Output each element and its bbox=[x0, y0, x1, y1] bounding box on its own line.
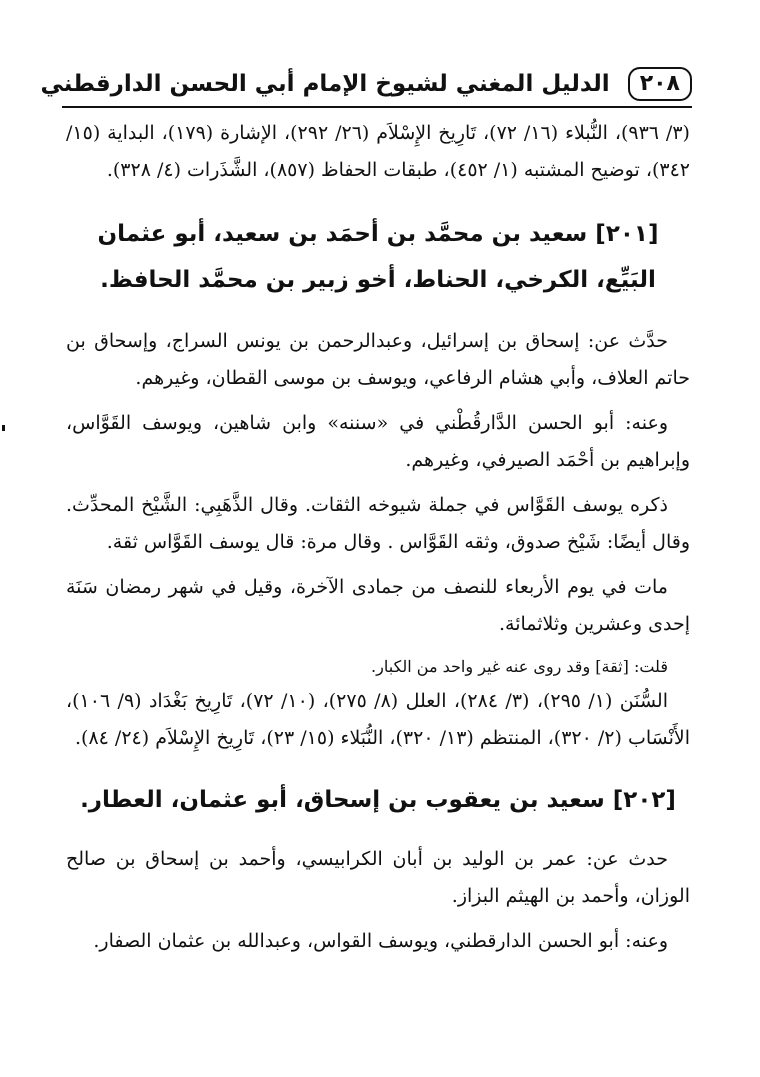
page-content bbox=[66, 115, 690, 968]
entry-202-title: [٢٠٢] سعيد بن يعقوب بن إسحاق، أبو عثمان، العطار. bbox=[80, 787, 676, 813]
entry-202-students: وعنه: أبو الحسن الدارقطني، ويوسف القواس، وعبدالله بن عثمان الصفار. bbox=[93, 930, 668, 952]
entry-201-death: مات في يوم الأربعاء للنصف من جمادى الآخرة، وقيل في شهر رمضان سَنَة إحدى وعشرين وثلاثمائة. bbox=[66, 576, 690, 635]
entry-202-teachers: حدث عن: عمر بن الوليد بن أبان الكرابيسي، وأحمد بن إسحاق بن صالح الوزان، وأحمد بن الهيثم البزاز. bbox=[66, 848, 690, 907]
page-number: ٢٠٨ bbox=[628, 67, 692, 101]
book-title: الدليل المغني لشيوخ الإمام أبي الحسن الدارقطني bbox=[40, 71, 610, 97]
margin-mark bbox=[2, 425, 5, 431]
running-head bbox=[40, 62, 692, 108]
entry-201-note: قلت: [ثقة] وقد روى عنه غير واحد من الكبار. bbox=[371, 657, 668, 676]
entry-201-grading: ذكره يوسف القَوَّاس في جملة شيوخه الثقات. وقال الذَّهَبِي: الشَّيْخ المحدِّث. وقال أيضًا: شَيْخ صدوق، وثقه القَوَّاس . وقال مرة: قال يوسف القَوَّاس ثقة. bbox=[66, 494, 690, 553]
entry-201-title: [٢٠١] سعيد بن محمَّد بن أحمَد بن سعيد، أبو عثمان البَيِّع، الكرخي، الحناط، أخو زبير بن محمَّد الحافظ. bbox=[97, 221, 659, 293]
continued-references: (٣/ ٩٣٦)، النُّبلاء (١٦/ ٧٢)، تَارِيخ الإِسْلاَم (٢٦/ ٢٩٢)، الإشارة (١٧٩)، البداية (١٥/ ٣٤٢)، توضيح المشتبه (١/ ٤٥٢)، طبقات الحفاظ (٨٥٧)، الشَّذَرات (٤/ ٣٢٨). bbox=[66, 122, 690, 181]
entry-201-students: وعنه: أبو الحسن الدَّارقُطْني في «سننه» وابن شاهين، ويوسف القَوَّاس، وإبراهيم بن أحْمَد الصيرفي، وغيرهم. bbox=[66, 412, 690, 471]
entry-201-references: السُّنَن (١/ ٢٩٥)، (٣/ ٢٨٤)، العلل (٨/ ٢٧٥)، (١٠/ ٧٢)، تَارِيخ بَغْدَاد (٩/ ١٠٦)، الأَنْسَاب (٢/ ٣٢٠)، المنتظم (١٣/ ٣٢٠)، النُّبَلاء (١٥/ ٢٣)، تَارِيخ الإِسْلاَم (٢٤/ ٨٤). bbox=[66, 690, 690, 749]
entry-201-teachers: حدَّث عن: إسحاق بن إسرائيل، وعبدالرحمن بن يونس السراج، وإسحاق بن حاتم العلاف، وأبي هشام الرفاعي، ويوسف بن موسى القطان، وغيرهم. bbox=[66, 330, 690, 389]
